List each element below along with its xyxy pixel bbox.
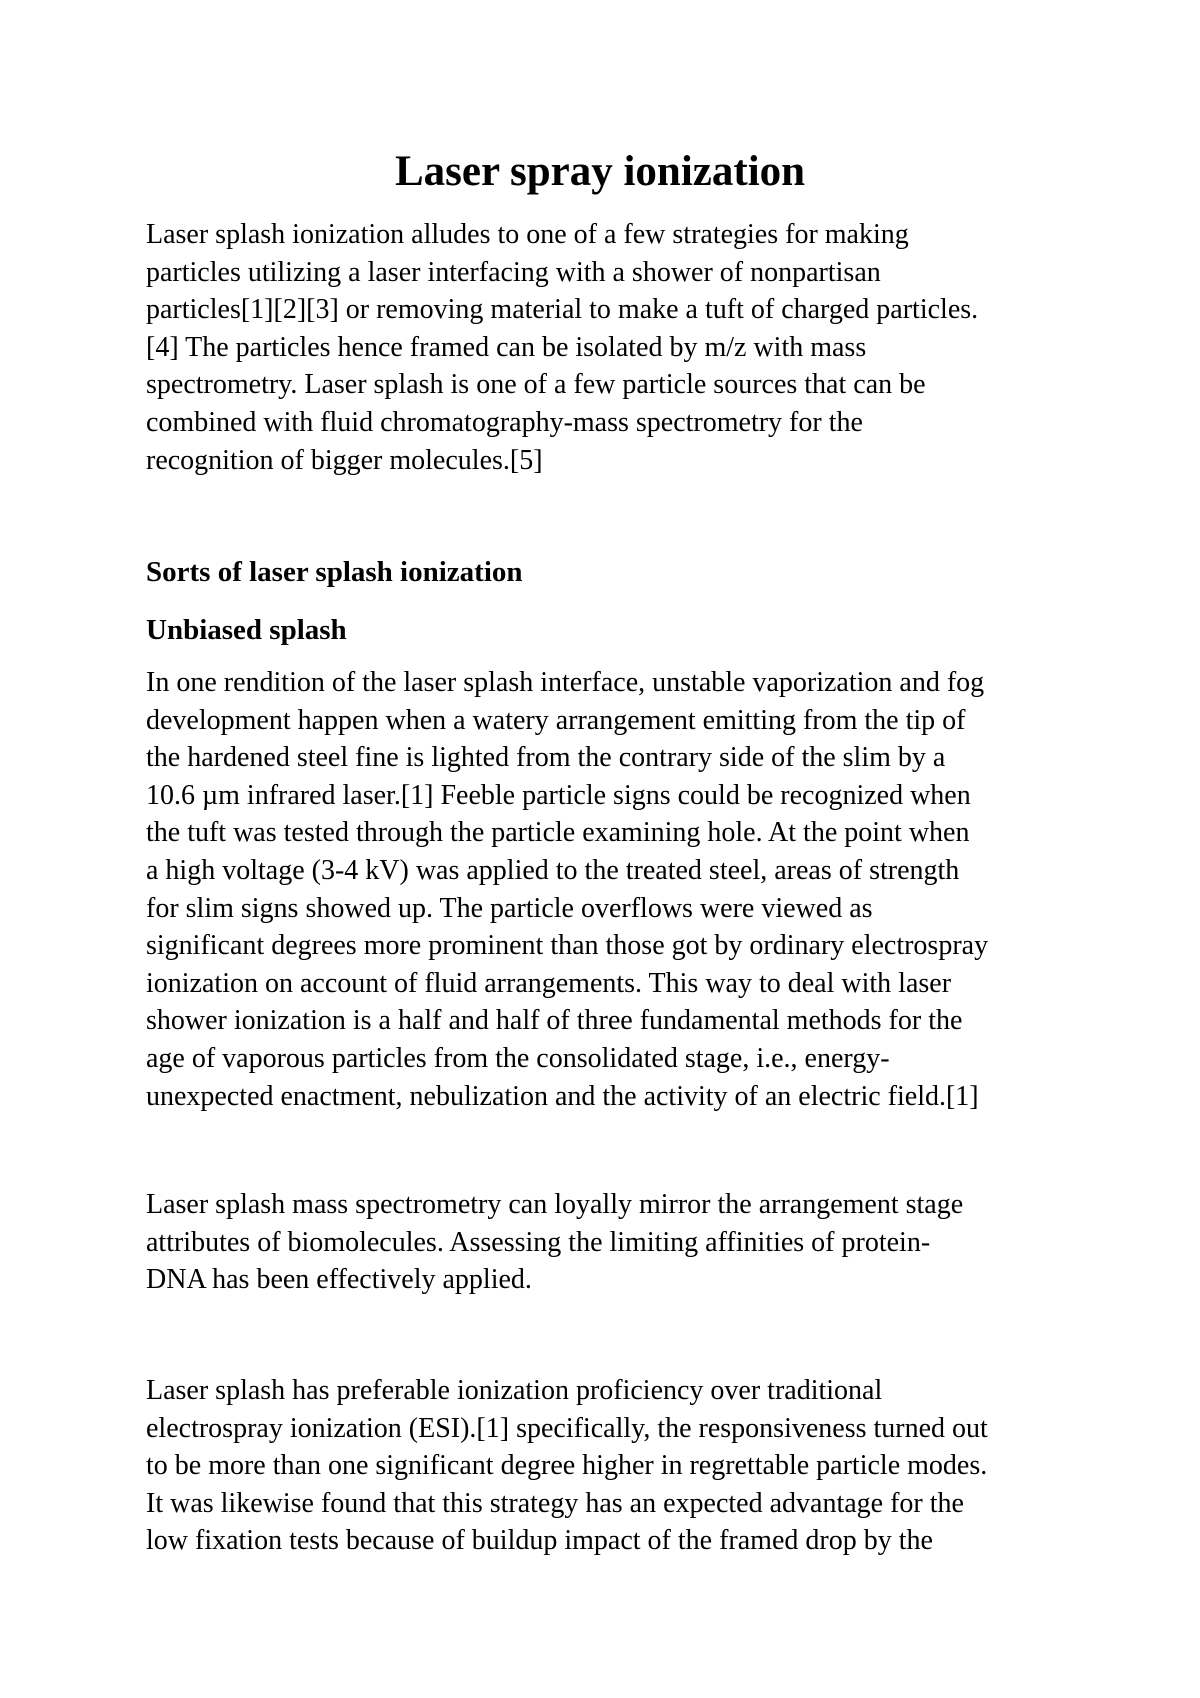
text-line: spectrometry. Laser splash is one of a few particle sources that can be — [146, 369, 926, 401]
text-line: unexpected enactment, nebulization and the activity of an electric field.[1] — [146, 1080, 979, 1112]
text-line: ionization on account of fluid arrangements. This way to deal with laser — [146, 967, 952, 999]
body-paragraph-2 — [146, 1186, 1086, 1299]
text-line: the hardened steel fine is lighted from the contrary side of the slim by a — [146, 742, 946, 774]
text-line: combined with fluid chromatography-mass spectrometry for the — [146, 406, 863, 438]
text-line: significant degrees more prominent than those got by ordinary electrospray — [146, 930, 989, 962]
text-line: particles[1][2][3] or removing material to make a tuft of charged particles. — [146, 294, 979, 326]
text-line: recognition of bigger molecules.[5] — [146, 444, 543, 476]
text-line: attributes of biomolecules. Assessing the limiting affinities of protein- — [146, 1226, 931, 1258]
text-line: [4] The particles hence framed can be isolated by m/z with mass — [146, 331, 867, 363]
text-line: 10.6 µm infrared laser.[1] Feeble particle signs could be recognized when — [146, 779, 971, 811]
text-line: Laser splash has preferable ionization proficiency over traditional — [146, 1375, 883, 1406]
body-paragraph-3 — [146, 1372, 1086, 1560]
page-title: Laser spray ionization — [394, 148, 806, 195]
subsection-heading: Unbiased splash — [146, 614, 347, 646]
text-line: particles utilizing a laser interfacing with a shower of nonpartisan — [146, 256, 881, 288]
section-heading: Sorts of laser splash ionization — [146, 556, 523, 588]
text-line: development happen when a watery arrangement emitting from the tip of — [146, 704, 966, 736]
text-line: electrospray ionization (ESI).[1] specifically, the responsiveness turned out — [146, 1412, 988, 1444]
text-line: the tuft was tested through the particle examining hole. At the point when — [146, 817, 970, 849]
text-line: to be more than one significant degree higher in regrettable particle modes. — [146, 1450, 988, 1482]
text-line: low fixation tests because of buildup impact of the framed drop by the — [146, 1525, 933, 1557]
text-line: DNA has been effectively applied. — [146, 1264, 532, 1296]
text-line: In one rendition of the laser splash interface, unstable vaporization and fog — [146, 667, 985, 698]
text-line: a high voltage (3-4 kV) was applied to the treated steel, areas of strength — [146, 854, 960, 886]
text-line: Laser splash ionization alludes to one of a few strategies for making — [146, 219, 909, 250]
text-line: for slim signs showed up. The particle overflows were viewed as — [146, 892, 873, 924]
text-line: Laser splash mass spectrometry can loyally mirror the arrangement stage — [146, 1189, 964, 1220]
body-paragraph-1 — [146, 664, 1086, 1115]
intro-paragraph — [146, 216, 1086, 479]
text-line: age of vaporous particles from the consolidated stage, i.e., energy- — [146, 1042, 890, 1074]
text-line: shower ionization is a half and half of three fundamental methods for the — [146, 1005, 963, 1037]
text-line: It was likewise found that this strategy has an expected advantage for the — [146, 1487, 964, 1519]
